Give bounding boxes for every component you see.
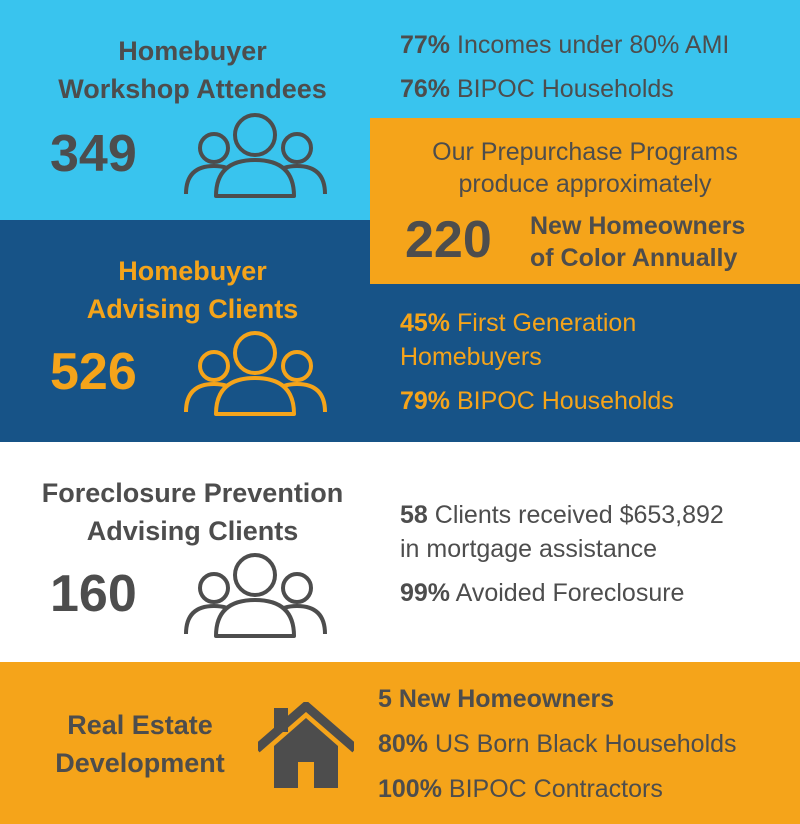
realestate-stat-contractors — [378, 772, 737, 806]
workshop-title — [30, 32, 355, 108]
house-icon — [258, 702, 354, 790]
stat-value: 79% — [400, 387, 451, 415]
workshop-stats — [400, 28, 729, 106]
stat-text: First Generation — [457, 309, 637, 337]
advising-stat-firstgen — [400, 306, 674, 340]
realestate-stat-black — [378, 727, 737, 761]
people-group-icon — [178, 328, 333, 416]
advising-title-line1: Homebuyer — [118, 256, 267, 286]
prepurchase-label — [530, 210, 745, 274]
foreclosure-title — [10, 474, 375, 550]
workshop-number: 349 — [50, 125, 137, 183]
advising-stat-bipoc — [400, 384, 674, 418]
stat-text: US Born Black Households — [435, 730, 737, 758]
realestate-title-line1: Real Estate — [67, 710, 213, 740]
stat-text: Incomes under 80% AMI — [457, 31, 730, 59]
realestate-section — [0, 662, 800, 824]
stat-value: 77% — [400, 31, 451, 59]
foreclosure-stat-assistance — [400, 498, 724, 532]
prepurchase-intro-line1: Our Prepurchase Programs — [432, 138, 738, 166]
prepurchase-callout — [370, 118, 800, 284]
advising-stat-firstgen-line2: Homebuyers — [400, 343, 542, 371]
stat-text: BIPOC Contractors — [448, 775, 663, 803]
workshop-title-line1: Homebuyer — [118, 36, 267, 66]
prepurchase-number: 220 — [405, 211, 492, 269]
foreclosure-number: 160 — [50, 565, 137, 623]
stat-value: 80% — [378, 730, 429, 758]
realestate-title-line2: Development — [55, 748, 225, 778]
workshop-stat-bipoc — [400, 72, 729, 106]
realestate-stats — [378, 682, 737, 806]
advising-title-line2: Advising Clients — [86, 294, 299, 324]
advising-title — [30, 252, 355, 328]
stat-value: 100% — [378, 775, 442, 803]
prepurchase-label-line2: of Color Annually — [530, 244, 738, 272]
prepurchase-label-line1: New Homeowners — [530, 212, 746, 240]
workshop-title-line2: Workshop Attendees — [58, 74, 327, 104]
advising-stats — [400, 306, 674, 418]
foreclosure-section — [0, 442, 800, 662]
prepurchase-intro-line2: produce approximately — [458, 170, 712, 198]
stat-text: BIPOC Households — [457, 387, 674, 415]
foreclosure-stats — [400, 498, 724, 610]
stat-value: 45% — [400, 309, 451, 337]
foreclosure-title-line1: Foreclosure Prevention — [41, 478, 344, 508]
people-group-icon — [178, 110, 333, 198]
foreclosure-stat-assistance-line2: in mortgage assistance — [400, 535, 658, 563]
foreclosure-stat-avoided — [400, 576, 724, 610]
realestate-stat-homeowners — [378, 682, 737, 716]
stat-text: Clients received $653,892 — [434, 501, 724, 529]
stat-value: 58 — [400, 501, 428, 529]
stat-value: 5 — [378, 685, 392, 713]
stat-text: BIPOC Households — [457, 75, 674, 103]
realestate-title — [20, 706, 260, 782]
foreclosure-title-line2: Advising Clients — [86, 516, 299, 546]
stat-text: Avoided Foreclosure — [455, 579, 685, 607]
stat-value: 76% — [400, 75, 451, 103]
stat-value: 99% — [400, 579, 451, 607]
advising-number: 526 — [50, 343, 137, 401]
workshop-stat-income — [400, 28, 729, 62]
stat-text: New Homeowners — [398, 685, 615, 713]
people-group-icon — [178, 550, 333, 638]
prepurchase-intro — [370, 136, 800, 200]
